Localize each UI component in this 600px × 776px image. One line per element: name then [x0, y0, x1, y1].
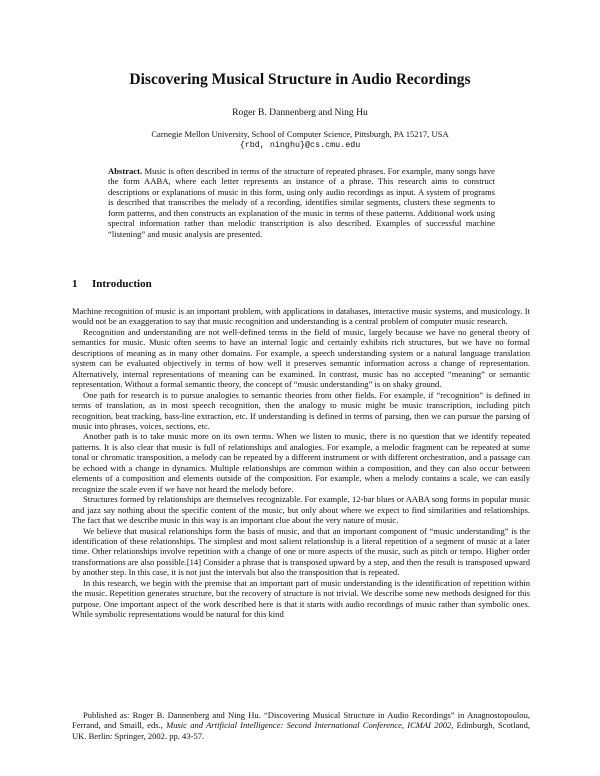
publication-note-suffix: , Edinburgh, Scotland, UK. Berlin: Springer, 2002. pp. 43-57.	[72, 720, 530, 741]
paragraph: In this research, we begin with the premise that an important part of music understanding is the identification of repetition within the music. Repetition generates structure, but the recovery of structure is not trivial. We describe some new methods designed for this purpose. One important aspect of the work described here is that it starts with audio recordings of music rather than symbolic ones. While symbolic representations would be natural for this kind	[72, 577, 530, 620]
section-number: 1	[72, 278, 78, 290]
paragraph: Recognition and understanding are not well-defined terms in the field of music, largely because we have no general theory of semantics for music. Music often seems to have an internal logic and certainly exhibits rich structures, but we have no formal descriptions of meaning as in many other domains. For example, a speech understanding system or a natural language translation system can be evaluated objectively in terms of how well it preserves semantic information across a change of representation. Alternatively, internal representations of meaning can be examined. In contrast, music has no accepted “meaning” or semantic representation. Without a formal semantic theory, the concept of “music understanding” is on shaky ground.	[72, 326, 530, 390]
paragraph: Structures formed by relationships are themselves recognizable. For example, 12-bar blues or AABA song forms in popular music and jazz say nothing about the specific content of the music, but only about where we expect to find similarities and relationships. The fact that we describe music in this way is an important clue about the very nature of music.	[72, 494, 530, 526]
paragraph: We believe that musical relationships form the basis of music, and that an important component of “music understanding” is the identification of these relationships. The simplest and most salient relationship is a literal repetition of a segment of music at a later time. Other relationships involve repetition with a change of one or more aspects of the music, such as pitch or tempo. Higher order transformations are also possible.[14] Consider a phrase that is transposed upward by a step, and then the result is transposed upward by another step. In this case, it is not just the intervals but also the transposition that is repeated.	[72, 525, 530, 578]
publication-note-prefix: Published as: Roger B. Dannenberg and Ning Hu. “Discovering Musical Structure in Audio Recordings” in Anagnostopoulou, Ferrand, and Smaill, eds.,	[72, 710, 530, 731]
section-title: Introduction	[92, 278, 152, 290]
paper-title: Discovering Musical Structure in Audio Recordings	[129, 71, 471, 88]
abstract-text: Music is often described in terms of the structure of repeated phrases. For example, many songs have the form AABA, where each letter represents an instance of a phrase. This research aims to construct descriptions or explanations of music in this form, using only audio recordings as input. A system of programs is described that transcribes the melody of a recording, identifies similar segments, clusters these segments to form patterns, and then constructs an explanation of the music in terms of these patterns. Additional work using spectral information rather than melodic transcription is also described. Examples of successful machine “listening” and music analysis are presented.	[108, 166, 495, 239]
paper-email: {rbd, ninghu}@cs.cmu.edu	[239, 140, 361, 150]
publication-venue: Music and Artificial Intelligence: Second International Conference, ICMAI 2002	[166, 720, 452, 731]
section-body	[72, 306, 530, 620]
paragraph: Machine recognition of music is an important problem, with applications in databases, interactive music systems, and musicology. It would not be an exaggeration to say that music recognition and understanding is a central problem of computer music research.	[72, 306, 530, 327]
abstract-label: Abstract.	[108, 166, 143, 176]
abstract	[108, 166, 495, 239]
paper-authors: Roger B. Dannenberg and Ning Hu	[232, 107, 368, 118]
paragraph: Another path is to take music more on its own terms. When we listen to music, there is no question that we identify repeated patterns. It is also clear that music is full of relationships and analogies. For example, a melodic fragment can be repeated at some tonal or chromatic transposition, a melody can be repeated by a different instrument or with different orchestration, and a passage can be echoed with a change in dynamics. Multiple relationships are common within a composition, and they can also occur between elements of a composition and elements outside of the composition. For example, when a melody contains a scale, we can easily recognize the scale even if we have not heard the melody before.	[72, 431, 530, 494]
section-heading	[72, 278, 152, 291]
publication-note	[72, 710, 530, 741]
paper-affiliation: Carnegie Mellon University, School of Computer Science, Pittsburgh, PA 15217, USA	[151, 129, 449, 139]
paragraph: One path for research is to pursue analogies to semantic theories from other fields. For example, if “recognition” is defined in terms of translation, as in most speech recognition, then the analogy to music might be music transcription, including pitch recognition, beat tracking, bass-line extraction, etc. If understanding is defined in terms of parsing, then we can pursue the parsing of music into phrases, voices, sections, etc.	[72, 389, 530, 431]
